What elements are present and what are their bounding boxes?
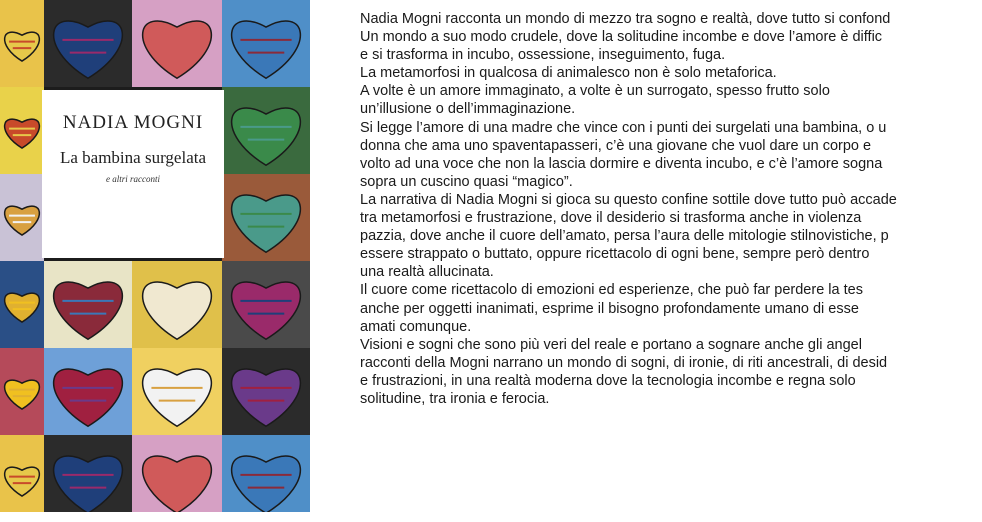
book-description xyxy=(360,10,982,408)
book-subtitle: e altri racconti xyxy=(106,174,160,184)
description-line: anche per oggetti inanimati, esprime il bisogno profondamente umano di esse xyxy=(360,300,859,317)
description-line: Un mondo a suo modo crudele, dove la solitudine incombe e dove l’amore è diffic xyxy=(360,29,883,46)
description-line: Visioni e sogni che sono più veri del reale e portano a sognare anche gli angel xyxy=(360,336,862,353)
description-line: volto ad una voce che non la lascia dormire e diventa incubo, e c’è l’amore sogna xyxy=(360,155,883,172)
description-line: solitudine, tra ironia e ferocia. xyxy=(360,390,550,407)
description-line: donna che ama uno spaventapasseri, c’è una giovane che vuol dare un corpo e xyxy=(360,137,872,154)
description-line: racconti della Mogni narrano un mondo di sogni, di ironie, di riti ancestrali, di desid xyxy=(360,354,888,371)
description-line: tra metamorfosi e frustrazione, dove il desiderio si trasforma anche in violenza xyxy=(360,210,862,227)
description-line: Nadia Mogni racconta un mondo di mezzo tra sogno e realtà, dove tutto si confond xyxy=(360,11,891,27)
title-panel xyxy=(42,90,224,258)
description-line: un’illusione o dell’immaginazione. xyxy=(360,101,576,118)
description-line: e frustrazioni, in una realtà moderna dove la tecnologia incombe e regna solo xyxy=(360,372,856,389)
description-line: La metamorfosi in qualcosa di animalesco non è solo metaforica. xyxy=(360,65,777,82)
description-line: sopra un cuscino quasi “magico”. xyxy=(360,173,573,190)
description-line: amati comunque. xyxy=(360,318,472,335)
description-line: e si trasforma in incubo, ossessione, inseguimento, fuga. xyxy=(360,47,726,64)
description-line: La narrativa di Nadia Mogni si gioca su questo confine sottile dove tutto può accade xyxy=(360,191,897,208)
book-cover xyxy=(0,0,310,512)
author-name: NADIA MOGNI xyxy=(62,112,204,133)
description-line: Si legge l’amore di una madre che vince con i punti dei surgelati una bambina, o u xyxy=(360,119,887,136)
description-line: una realtà allucinata. xyxy=(360,264,494,281)
book-title: La bambina surgelata xyxy=(59,148,207,167)
description-line: pazzia, dove anche il cuore dell’amato, persa l’aura delle mitologie stilnovistiche, p xyxy=(360,228,889,245)
description-line: A volte è un amore immaginato, a volte è un surrogato, spesso frutto solo xyxy=(360,83,830,100)
description-line: Il cuore come ricettacolo di emozioni ed esperienze, che può far perdere la tes xyxy=(360,282,863,299)
description-line: essere strappato o buttato, oppure ricettacolo di ogni bene, sempre però dentro xyxy=(360,246,870,263)
